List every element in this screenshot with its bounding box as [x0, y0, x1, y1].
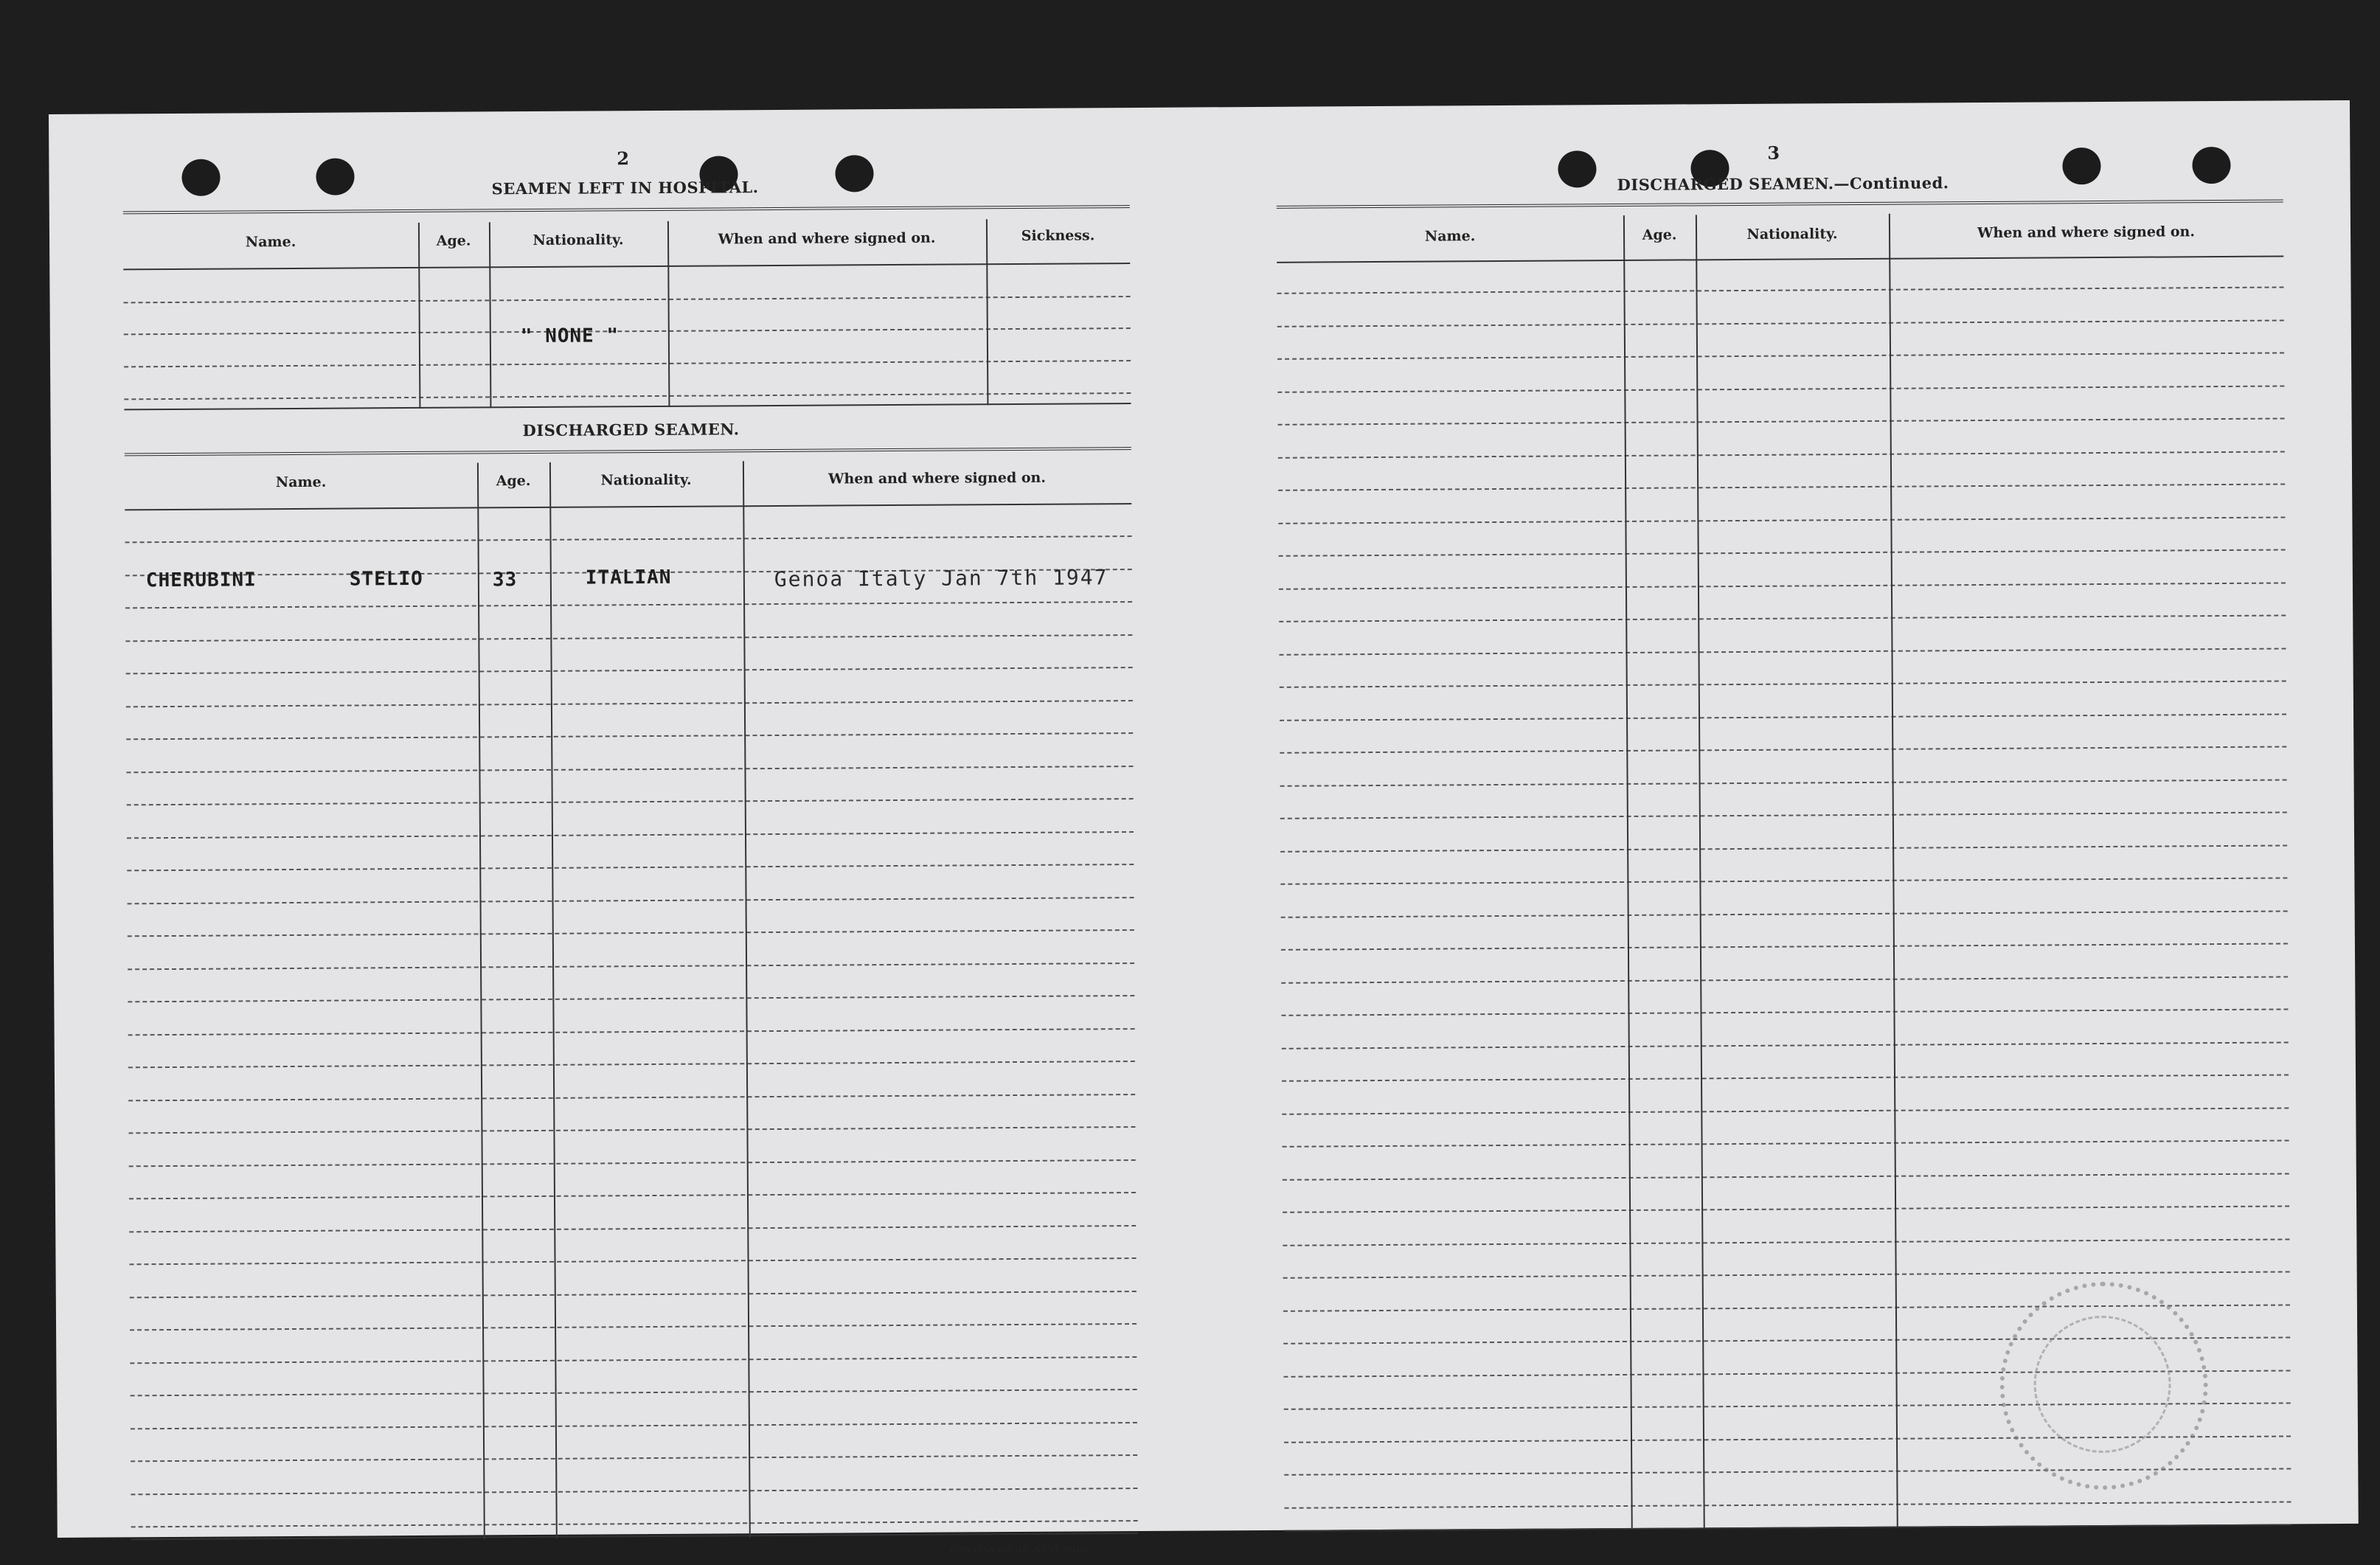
hospital-col-sickness: Sickness. [1021, 227, 1095, 244]
row-rule [126, 766, 1133, 773]
punch-hole [835, 155, 873, 192]
row-rule [130, 1356, 1137, 1364]
hospital-section-title: SEAMEN LEFT IN HOSPITAL. [491, 178, 759, 198]
hospital-col-age: Age. [436, 232, 471, 249]
row-rule [1280, 844, 2287, 852]
right-col-age: Age. [1642, 226, 1677, 243]
right-col-divider [1696, 215, 1705, 1527]
row-rule [1281, 1008, 2288, 1016]
row-rule [1278, 451, 2285, 458]
row-rule [124, 327, 1131, 335]
punch-hole [2192, 147, 2230, 184]
row-rule [1279, 582, 2286, 589]
discharged-col-signed-on: When and where signed on. [828, 469, 1046, 487]
right-table-top-rule [1277, 199, 2283, 208]
row-rule [1278, 516, 2285, 524]
row-rule [130, 1291, 1137, 1298]
row-rule [1282, 1074, 2289, 1081]
right-col-divider [1623, 215, 1633, 1528]
row-rule [1280, 877, 2287, 884]
hospital-col-divider [418, 223, 421, 409]
right-col-signed-on: When and where signed on. [1977, 223, 2195, 242]
row-rule [1278, 417, 2285, 425]
row-rule [1283, 1173, 2289, 1180]
row-rule [1283, 1139, 2289, 1147]
row-rule [124, 360, 1131, 367]
right-bottom-rule [1285, 1524, 2291, 1531]
row-rule [129, 1192, 1136, 1199]
row-rule [129, 1225, 1136, 1232]
row-rule [126, 700, 1133, 707]
row-rule [1285, 1501, 2291, 1508]
row-rule [128, 1094, 1135, 1101]
row-rule [131, 1454, 1137, 1462]
row-rule [1282, 1107, 2289, 1114]
row-rule [128, 1028, 1135, 1035]
row-rule [1282, 1041, 2289, 1049]
row-rule [128, 962, 1134, 970]
row-rule [125, 535, 1132, 543]
right-header-rule [1277, 255, 2283, 263]
row-rule [1280, 746, 2286, 753]
row-rule [1277, 319, 2284, 327]
row-rule [129, 1159, 1136, 1167]
hospital-bottom-rule [124, 403, 1131, 410]
page-number-right: 3 [1767, 142, 1780, 164]
right-col-divider [1889, 214, 1898, 1527]
row-rule [1278, 483, 2285, 490]
discharged-col-divider [477, 462, 485, 1539]
row-rule [1280, 713, 2286, 721]
row-rule [1277, 286, 2284, 294]
hospital-none-entry: " NONE " [520, 325, 620, 348]
row-rule [131, 1422, 1137, 1429]
row-rule [1277, 352, 2284, 359]
hospital-col-divider [986, 219, 989, 405]
row-rule [1281, 910, 2288, 917]
punch-hole [1558, 150, 1596, 187]
row-rule [124, 296, 1131, 303]
discharged-row-rules [49, 100, 2350, 114]
page-number-left: 2 [617, 148, 630, 170]
discharged-col-divider [743, 461, 751, 1538]
row-rule [1281, 943, 2288, 950]
row-rule [1283, 1205, 2289, 1212]
row-rule [1279, 614, 2286, 622]
continued-note: CONTINUED ON NEXT PAGE. [949, 1544, 1094, 1555]
discharged-table-top-rule [125, 447, 1131, 456]
row-rule [131, 1488, 1137, 1495]
hospital-header-rule [123, 263, 1130, 270]
row-rule [130, 1257, 1137, 1265]
hospital-col-name: Name. [245, 233, 296, 251]
row-rule [131, 1520, 1138, 1527]
punch-hole [2062, 148, 2100, 184]
row-rule [127, 798, 1134, 805]
row-rule [128, 1126, 1135, 1134]
hospital-col-divider [667, 221, 670, 407]
punch-hole [181, 159, 220, 196]
row-rule [1280, 680, 2286, 687]
row-rule [1283, 1271, 2290, 1278]
row-rule [1279, 549, 2286, 556]
seaman-surname: CHERUBINI [145, 569, 257, 592]
right-section-title: DISCHARGED SEAMEN.—Continued. [1617, 173, 1949, 195]
row-rule [127, 831, 1134, 839]
discharged-col-divider [549, 462, 558, 1539]
row-rule [130, 1323, 1137, 1330]
seaman-age: 33 [492, 569, 518, 591]
discharged-col-nationality: Nationality. [600, 471, 692, 489]
manifest-sheet [49, 100, 2359, 1555]
row-rule [128, 929, 1134, 937]
hospital-col-signed-on: When and where signed on. [718, 229, 936, 248]
row-rule [124, 392, 1131, 400]
row-rule [126, 732, 1133, 740]
row-rule [1280, 779, 2287, 786]
row-rule [1279, 648, 2286, 655]
row-rule [1281, 976, 2288, 983]
discharged-header-rule [125, 503, 1131, 510]
row-rule [1283, 1238, 2289, 1246]
row-rule [131, 1389, 1137, 1396]
row-rule [125, 634, 1132, 642]
right-col-nationality: Nationality. [1746, 226, 1838, 243]
discharged-section-title: DISCHARGED SEAMEN. [522, 420, 740, 440]
hospital-col-nationality: Nationality. [532, 232, 624, 249]
discharged-bottom-rule [131, 1533, 1138, 1540]
seaman-nationality: ITALIAN [585, 566, 672, 589]
row-rule [1277, 385, 2284, 392]
discharged-col-name: Name. [275, 473, 327, 491]
hospital-col-divider [489, 222, 492, 408]
seaman-signed-on: Genoa Italy Jan 7th 1947 [774, 565, 1109, 592]
right-row-rules [49, 100, 2350, 114]
hospital-table-top-rule [123, 205, 1130, 214]
row-rule [128, 1061, 1135, 1068]
row-rule [128, 897, 1134, 904]
row-rule [128, 995, 1134, 1002]
row-rule [1280, 811, 2287, 819]
row-rule [126, 667, 1133, 674]
received-stamp [1999, 1281, 2209, 1491]
row-rule [127, 864, 1134, 871]
right-col-name: Name. [1424, 228, 1476, 245]
punch-hole [316, 158, 354, 195]
discharged-col-age: Age. [496, 473, 531, 490]
row-rule [125, 601, 1132, 608]
seaman-given-name: STELIO [349, 567, 423, 591]
